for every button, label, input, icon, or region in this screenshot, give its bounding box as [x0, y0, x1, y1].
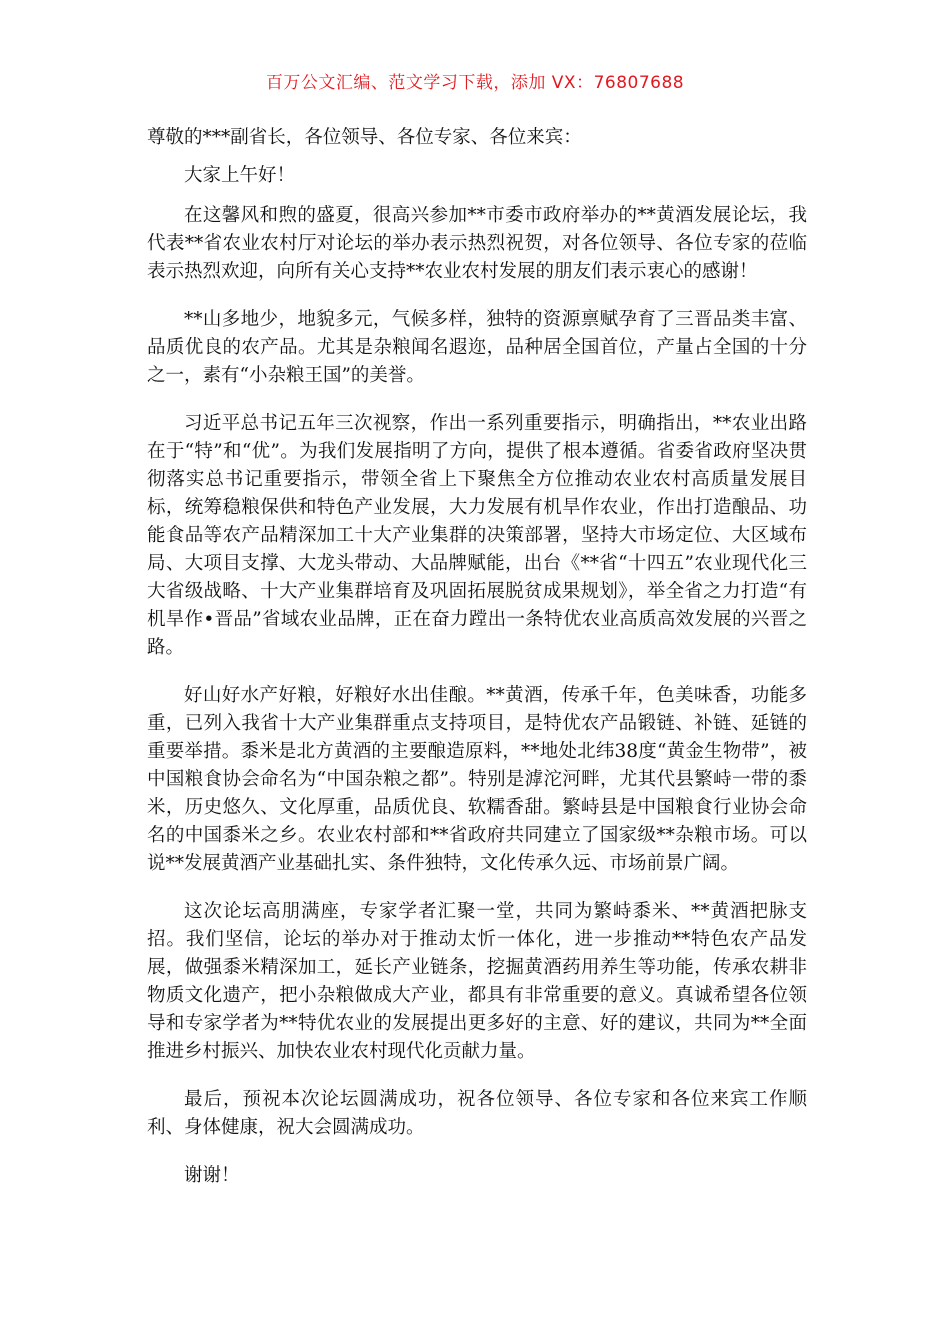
- paragraph: 这次论坛高朋满座，专家学者汇聚一堂，共同为繁峙黍米、**黄酒把脉支招。我们坚信，论坛的举办对于推动太忻一体化，进一步推动**特色农产品发展，做强黍米精深加工，延长产业链条，挖掘黄酒药用养生等功能，传承农耕非物质文化遗产，把小杂粮做成大产业，都具有非常重要的意义。真诚希望各位领导和专家学者为**特优农业的发展提出更多好的主意、好的建议，共同为**全面推进乡村振兴、加快农业农村现代化贡献力量。: [147, 901, 807, 1062]
- paragraph: 习近平总书记五年三次视察，作出一系列重要指示，明确指出，**农业出路在于“特”和“优”。为我们发展指明了方向，提供了根本遵循。省委省政府坚决贯彻落实总书记重要指示，带领全省上下聚焦全方位推动农业农村高质量发展目标，统筹稳粮保供和特色产业发展，大力发展有机旱作农业，作出打造酿品、功能食品等农产品精深加工十大产业集群的决策部署，坚持大市场定位、大区域布局、大项目支撑、大龙头带动、大品牌赋能，出台《**省“十四五”农业现代化三大省级战略、十大产业集群培育及巩固拓展脱贫成果规划》，举全省之力打造“有机旱作•晋品”省域农业品牌，正在奋力蹚出一条特优农业高质高效发展的兴晋之路。: [147, 413, 807, 658]
- salutation: 尊敬的***副省长，各位领导、各位专家、各位来宾：: [147, 127, 582, 148]
- paragraph: 在这馨风和煦的盛夏，很高兴参加**市委市政府举办的**黄酒发展论坛，我代表**省农业农村厅对论坛的举办表示热烈祝贺，对各位领导、各位专家的莅临表示热烈欢迎，向所有关心支持**农业农村发展的朋友们表示衷心的感谢！: [147, 205, 807, 282]
- paragraph: 最后，预祝本次论坛圆满成功，祝各位领导、各位专家和各位来宾工作顺利、身体健康，祝大会圆满成功。: [147, 1089, 807, 1138]
- greeting: 大家上午好！: [184, 165, 296, 186]
- paragraph: **山多地少，地貌多元，气候多样，独特的资源禀赋孕育了三晋品类丰富、品质优良的农产品。尤其是杂粮闻名遐迩，品种居全国首位，产量占全国的十分之一，素有“小杂粮王国”的美誉。: [147, 309, 807, 386]
- speech-body: [147, 124, 807, 1210]
- header-watermark-text: 百万公文汇编、范文学习下载，添加 VX：76807688: [265, 73, 685, 93]
- paragraph: 好山好水产好粮，好粮好水出佳酿。**黄酒，传承千年，色美味香，功能多重，已列入我省十大产业集群重点支持项目，是特优农产品锻链、补链、延链的重要举措。黍米是北方黄酒的主要酿造原料，**地处北纬38度“黄金生物带”，被中国粮食协会命名为“中国杂粮之都”。特别是滹沱河畔，尤其代县繁峙一带的黍米，历史悠久、文化厚重，品质优良、软糯香甜。繁峙县是中国粮食行业协会命名的中国黍米之乡。农业农村部和**省政府共同建立了国家级**杂粮市场。可以说**发展黄酒产业基础扎实、条件独特，文化传承久远、市场前景广阔。: [147, 685, 807, 874]
- closing: 谢谢！: [184, 1165, 240, 1186]
